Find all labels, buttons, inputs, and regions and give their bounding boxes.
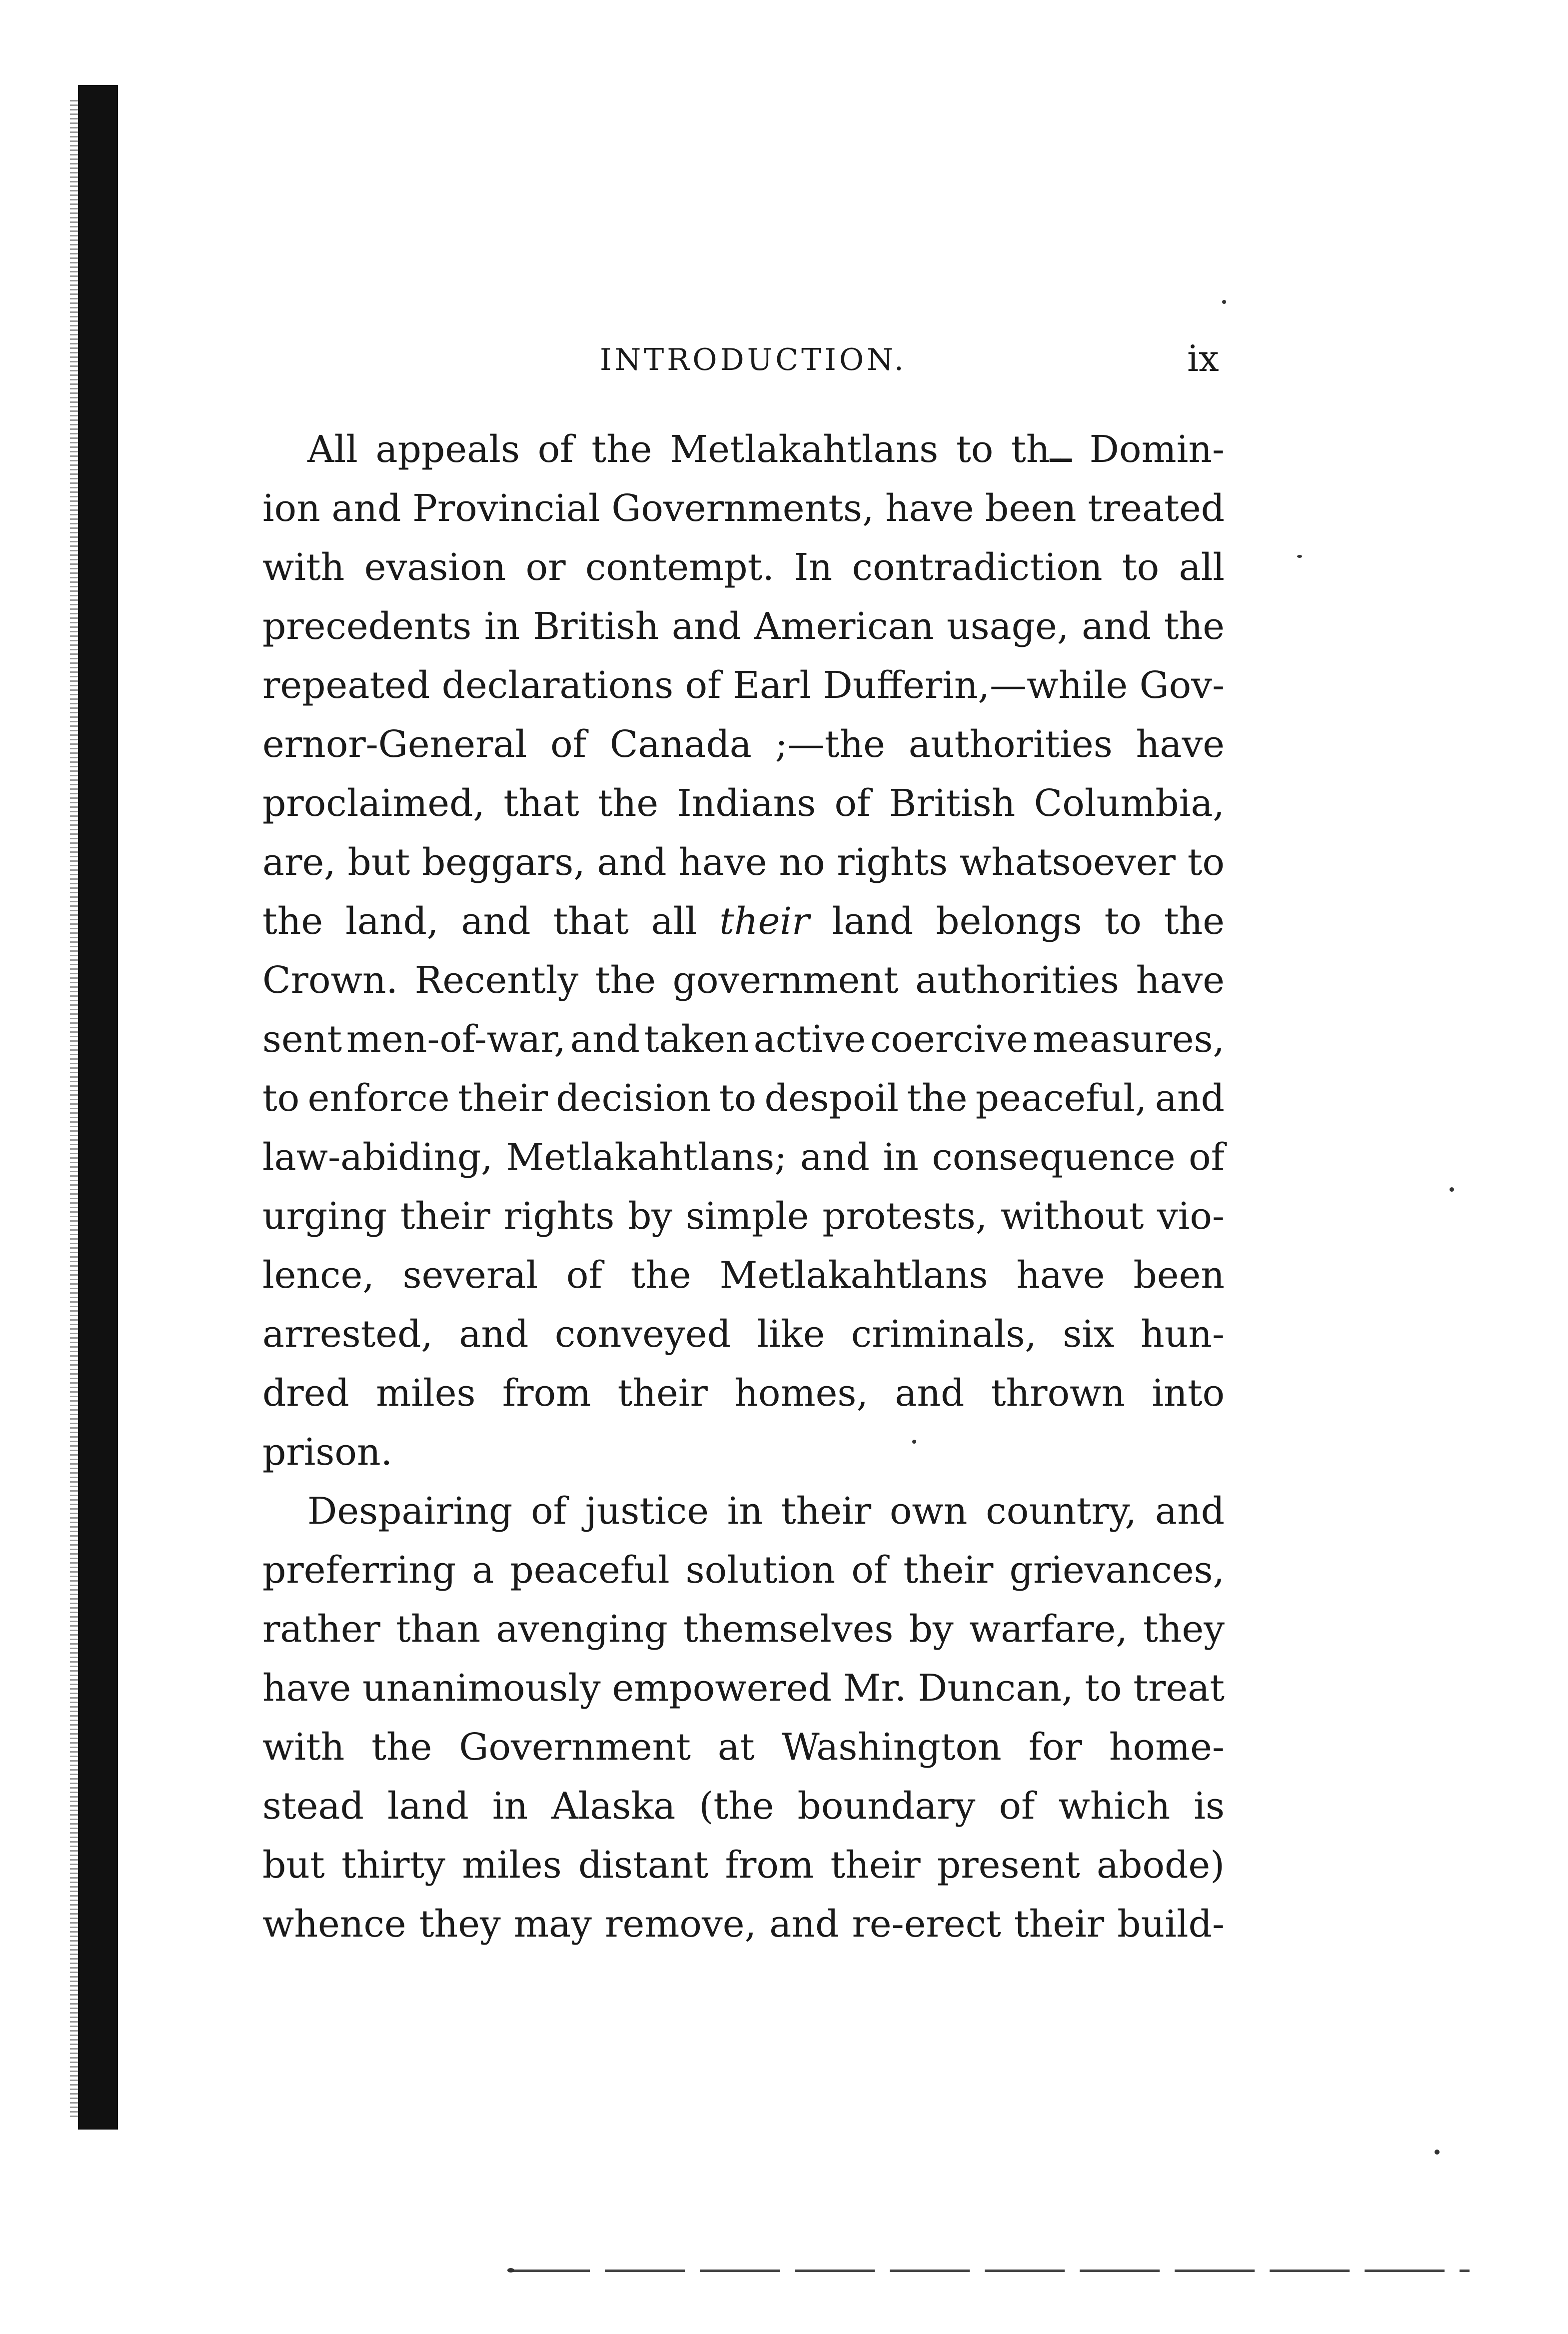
word: may [513, 1903, 592, 1946]
text-line [262, 1305, 1225, 1364]
word: rights [837, 841, 948, 884]
word: protests, [822, 1195, 988, 1238]
text-line [262, 1246, 1225, 1305]
word: from [502, 1372, 591, 1415]
word: been [985, 487, 1077, 530]
word: Domin- [1089, 428, 1225, 471]
word: the [1164, 605, 1225, 648]
word: criminals, [851, 1313, 1037, 1356]
word: contempt. [585, 546, 774, 589]
word: Mr. [843, 1667, 907, 1710]
word: justice [585, 1490, 709, 1533]
scan-binding-edge [78, 85, 118, 2130]
word: to [956, 428, 994, 471]
word: the [595, 959, 656, 1002]
word: remove, [605, 1903, 757, 1946]
text-line [262, 1364, 1225, 1423]
word: have [1136, 723, 1225, 766]
word: their [830, 1844, 921, 1887]
word: vio- [1157, 1195, 1225, 1238]
word: boundary [797, 1785, 976, 1828]
word: but [262, 1844, 325, 1887]
word: Metlakahtlans [670, 428, 939, 471]
word: and [1081, 605, 1152, 648]
word: rights [503, 1195, 615, 1238]
text-line [262, 1718, 1225, 1777]
word: miles [462, 1844, 562, 1887]
word: thــ [1011, 428, 1072, 471]
word: no [779, 841, 825, 884]
word: by [628, 1195, 673, 1238]
word: All [307, 428, 358, 471]
word: to [262, 1077, 300, 1120]
word: have [1136, 959, 1225, 1002]
word: to [1085, 1667, 1122, 1710]
word: they [419, 1903, 501, 1946]
word: to [1122, 546, 1160, 589]
word: of [999, 1785, 1035, 1828]
word: land, [345, 900, 439, 943]
word: the [1164, 900, 1225, 943]
word: of [537, 428, 574, 471]
word: Metlakahtlans [719, 1254, 988, 1297]
text-line: prison. [262, 1431, 393, 1474]
word: their [903, 1549, 994, 1592]
word: that [503, 782, 579, 825]
word: lence, [262, 1254, 374, 1297]
word: six [1063, 1313, 1115, 1356]
word: the [630, 1254, 691, 1297]
word: simple [685, 1195, 809, 1238]
word: all [1179, 546, 1225, 589]
text-line [262, 1541, 1225, 1600]
text-line [262, 833, 1225, 892]
word: and [1155, 1490, 1225, 1533]
word: active [753, 1018, 866, 1061]
word: Washington [781, 1726, 1002, 1769]
word: taken [644, 1018, 749, 1061]
word: Alaska [551, 1785, 676, 1828]
scan-speck [1435, 2150, 1440, 2155]
word: dred [262, 1372, 349, 1415]
text-line [262, 1010, 1225, 1069]
word: declarations [441, 664, 674, 707]
word: precedents [262, 605, 472, 648]
word: for [1028, 1726, 1082, 1769]
word: conveyed [554, 1313, 731, 1356]
word: homes, [734, 1372, 868, 1415]
paragraph-2 [262, 1482, 1225, 1954]
word: without [1000, 1195, 1144, 1238]
text-line [262, 774, 1225, 833]
word: repeated [262, 664, 430, 707]
page-gutter-shadow [70, 100, 78, 2120]
text-line [262, 1600, 1225, 1659]
word: preferring [262, 1549, 456, 1592]
body-text [262, 420, 1225, 1954]
word: a [472, 1549, 494, 1592]
word: their [457, 1077, 548, 1120]
word: the [597, 782, 659, 825]
word: peaceful [510, 1549, 670, 1592]
word: their [719, 900, 810, 943]
word: their [781, 1490, 872, 1533]
word: coercive [870, 1018, 1028, 1061]
text-line [262, 656, 1225, 715]
text-line [262, 479, 1225, 538]
word: belongs [936, 900, 1082, 943]
word: avenging [496, 1608, 668, 1651]
word: have [1016, 1254, 1105, 1297]
word: ion [262, 487, 320, 530]
word: that [553, 900, 629, 943]
word: have [678, 841, 767, 884]
word: usage, [946, 605, 1069, 648]
word: authorities [908, 723, 1113, 766]
word: Canada [609, 723, 752, 766]
text-line [262, 1128, 1225, 1187]
word: Earl [732, 664, 812, 707]
word: warfare, [969, 1608, 1128, 1651]
word: decision [556, 1077, 711, 1120]
word: into [1152, 1372, 1225, 1415]
word: solution [685, 1549, 836, 1592]
word: and [459, 1313, 529, 1356]
word: and [800, 1136, 870, 1179]
word: their [1014, 1903, 1105, 1946]
word: law-abiding, [262, 1136, 493, 1179]
word: thirty [341, 1844, 446, 1887]
word: evasion [364, 546, 506, 589]
word: of [834, 782, 871, 825]
word: the [262, 900, 323, 943]
word: from [725, 1844, 814, 1887]
word: of [685, 664, 721, 707]
word: than [396, 1608, 481, 1651]
word: contradiction [852, 546, 1103, 589]
word: in [492, 1785, 528, 1828]
word: like [757, 1313, 825, 1356]
word: treated [1088, 487, 1225, 530]
word: Duncan, [918, 1667, 1074, 1710]
word: enforce [307, 1077, 450, 1120]
word: Governments, [611, 487, 874, 530]
word: land [832, 900, 914, 943]
scan-speck [1297, 555, 1302, 558]
paragraph-1 [262, 420, 1225, 1482]
word: country, [986, 1490, 1137, 1533]
word: distant [578, 1844, 709, 1887]
word: the [371, 1726, 432, 1769]
word: sent [262, 1018, 342, 1061]
word: with [262, 1726, 345, 1769]
word: urging [262, 1195, 387, 1238]
word: they [1143, 1608, 1225, 1651]
word: which [1058, 1785, 1171, 1828]
word: grievances, [1009, 1549, 1225, 1592]
word: of [851, 1549, 888, 1592]
word: by [909, 1608, 954, 1651]
text-line [262, 1069, 1225, 1128]
word: in [883, 1136, 919, 1179]
text-line [262, 1777, 1225, 1836]
word: have [885, 487, 974, 530]
word: Dufferin,—while [823, 664, 1128, 707]
word: Crown. [262, 959, 398, 1002]
word: ;—the [775, 723, 885, 766]
word: of [531, 1490, 567, 1533]
word: Metlakahtlans; [506, 1136, 787, 1179]
page-bottom-rule [510, 2270, 1470, 2272]
word: but [347, 841, 410, 884]
word: and [769, 1903, 839, 1946]
word: and [331, 487, 401, 530]
word: are, [262, 841, 336, 884]
word: men-of-war, [346, 1018, 566, 1061]
page-number: ix [1187, 337, 1219, 379]
word: stead [262, 1785, 364, 1828]
word: to [719, 1077, 757, 1120]
word: rather [262, 1608, 381, 1651]
text-line [262, 1659, 1225, 1718]
word: despoil [764, 1077, 899, 1120]
word: home- [1109, 1726, 1225, 1769]
word: consequence [932, 1136, 1176, 1179]
word: whence [262, 1903, 406, 1946]
word: of [566, 1254, 602, 1297]
word: In [794, 546, 833, 589]
word: Recently [414, 959, 579, 1002]
word: Gov- [1139, 664, 1225, 707]
word: themselves [683, 1608, 894, 1651]
word: Provincial [412, 487, 600, 530]
text-line [262, 420, 1225, 479]
word: of [550, 723, 587, 766]
word: abode) [1096, 1844, 1225, 1887]
running-head: INTRODUCTION. [600, 342, 907, 377]
word: and [1155, 1077, 1225, 1120]
word: their [400, 1195, 490, 1238]
word: thrown [991, 1372, 1126, 1415]
text-line [262, 538, 1225, 597]
word: Government [459, 1726, 691, 1769]
text-line [262, 597, 1225, 656]
word: Columbia, [1034, 782, 1225, 825]
word: present [937, 1844, 1080, 1887]
word: own [889, 1490, 968, 1533]
word: and [597, 841, 667, 884]
scan-speck [507, 2268, 514, 2273]
word: peaceful, [975, 1077, 1147, 1120]
word: ernor-General [262, 723, 527, 766]
scan-speck [912, 1440, 916, 1444]
word: beggars, [421, 841, 585, 884]
word: proclaimed, [262, 782, 485, 825]
word: build- [1117, 1903, 1225, 1946]
text-line [262, 892, 1225, 951]
word: authorities [915, 959, 1120, 1002]
word: and [570, 1018, 640, 1061]
word: unanimously [362, 1667, 601, 1710]
text-line [262, 1482, 1225, 1541]
word: is [1194, 1785, 1225, 1828]
word: to [1104, 900, 1142, 943]
scan-speck [1450, 1187, 1454, 1192]
text-line [262, 715, 1225, 774]
word: or [525, 546, 566, 589]
word: government [672, 959, 899, 1002]
word: hun- [1140, 1313, 1225, 1356]
word: and [671, 605, 742, 648]
text-line [262, 951, 1225, 1010]
text-line [262, 1895, 1225, 1954]
word: re-erect [852, 1903, 1001, 1946]
word: and [461, 900, 531, 943]
word: arrested, [262, 1313, 433, 1356]
text-line [262, 1187, 1225, 1246]
text-line [262, 1836, 1225, 1895]
word: in [727, 1490, 763, 1533]
word: British [889, 782, 1016, 825]
word: the [907, 1077, 968, 1120]
word: treat [1133, 1667, 1225, 1710]
word: American [754, 605, 934, 648]
word: in [484, 605, 520, 648]
word: British [532, 605, 659, 648]
word: appeals [375, 428, 520, 471]
word: all [651, 900, 697, 943]
word: and [895, 1372, 965, 1415]
scan-speck [1222, 300, 1226, 304]
word: been [1133, 1254, 1225, 1297]
word: Indians [677, 782, 816, 825]
word: with [262, 546, 345, 589]
word: (the [699, 1785, 774, 1828]
word: their [617, 1372, 708, 1415]
word: whatsoever [959, 841, 1176, 884]
word: Despairing [307, 1490, 513, 1533]
word: at [717, 1726, 755, 1769]
word: measures, [1032, 1018, 1225, 1061]
word: of [1189, 1136, 1225, 1179]
word: to [1187, 841, 1225, 884]
word: land [387, 1785, 469, 1828]
word: have [262, 1667, 351, 1710]
word: miles [376, 1372, 476, 1415]
word: several [402, 1254, 538, 1297]
word: the [591, 428, 652, 471]
word: empowered [612, 1667, 832, 1710]
